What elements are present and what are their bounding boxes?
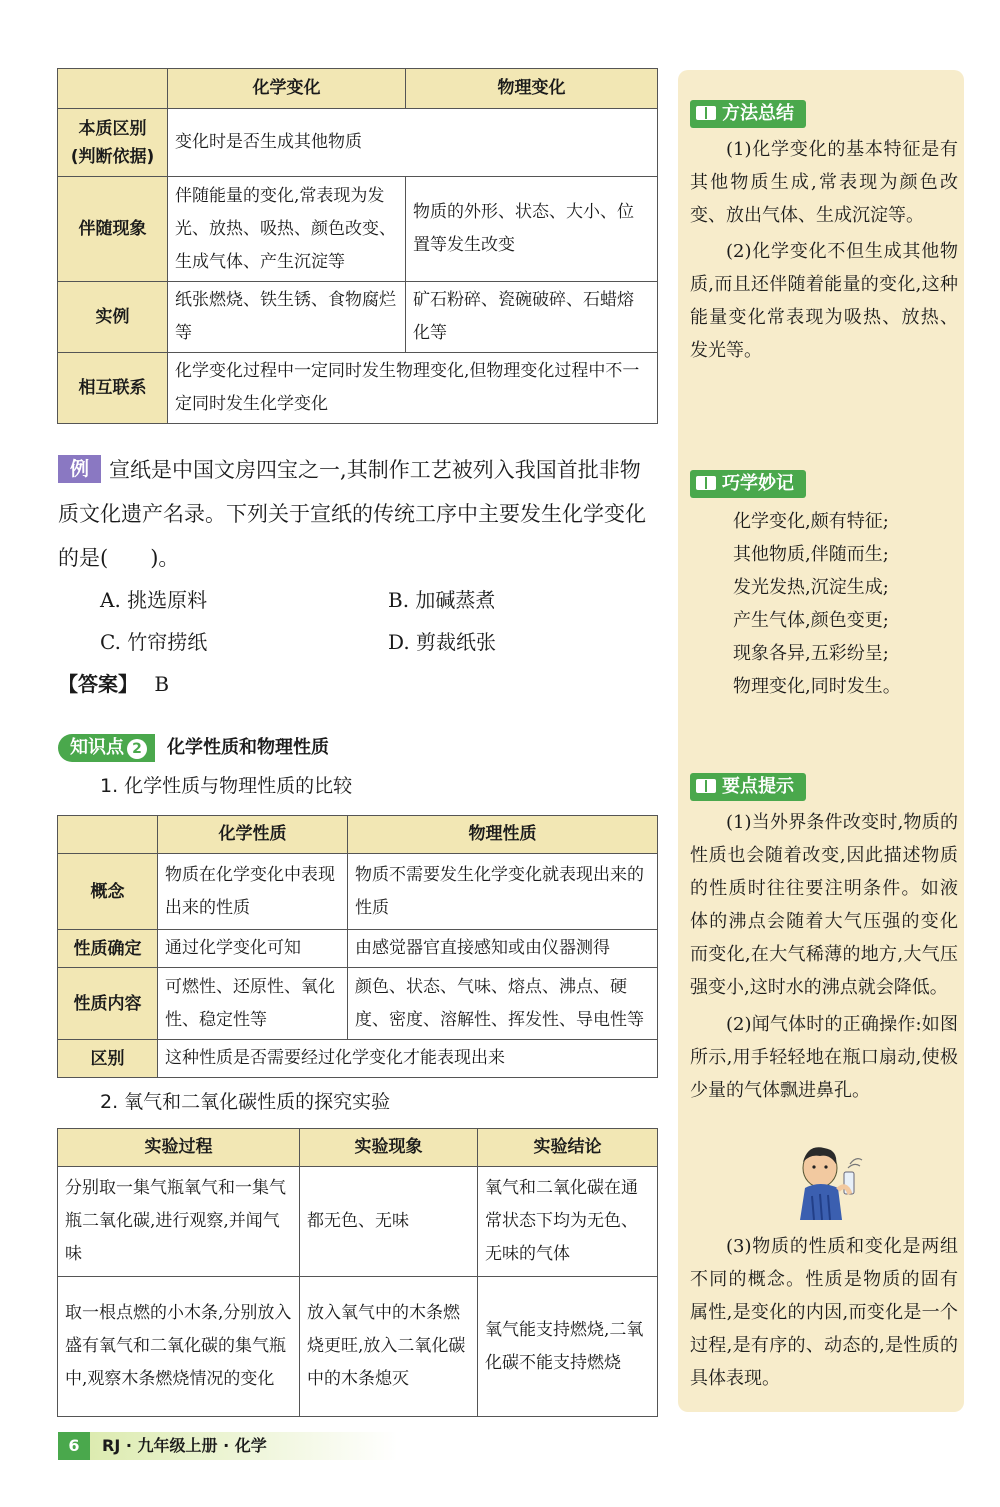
section-heading-1: 1. 化学性质与物理性质的比较: [100, 775, 353, 797]
option-a: A. 挑选原料: [100, 588, 208, 612]
book-icon: [696, 106, 716, 120]
smelling-gas-illustration: [790, 1140, 870, 1220]
table-cell: 都无色、无味: [300, 1167, 478, 1277]
example-question-text: 宣纸是中国文房四宝之一,其制作工艺被列入我国首批非物质文化遗产名录。下列关于宣纸的传统工序中主要发生化学变化的是( )。: [58, 458, 646, 570]
table-cell: 物质在化学变化中表现出来的性质: [158, 854, 348, 930]
table-cell: 氧气和二氧化碳在通常状态下均为无色、无味的气体: [478, 1167, 658, 1277]
row-header: 本质区别 (判断依据): [58, 109, 168, 177]
table-cell: 物质的外形、状态、大小、位置等发生改变: [406, 177, 658, 282]
table-cell: 化学变化过程中一定同时发生物理变化,但物理变化过程中不一定同时发生化学变化: [168, 353, 658, 424]
table-cell: 取一根点燃的小木条,分别放入盛有氧气和二氧化碳的集气瓶中,观察木条燃烧情况的变化: [58, 1277, 300, 1417]
knowledge-point-header: [58, 733, 658, 763]
book-info: RJ · 九年级上册 · 化学: [102, 1436, 267, 1455]
table-cell: 可燃性、还原性、氧化性、稳定性等: [158, 968, 348, 1040]
experiment-table: [57, 1128, 658, 1417]
row-header: 相互联系: [58, 353, 168, 424]
mnemonic-poem: [733, 505, 901, 703]
table-cell: 纸张燃烧、铁生锈、食物腐烂等: [168, 282, 406, 353]
example-tag: 例: [58, 455, 101, 483]
option-b: B. 加碱蒸煮: [388, 588, 496, 612]
tips-paragraph: (1)当外界条件改变时,物质的性质也会随着改变,因此描述物质的性质时往往要注明条件。如液体的沸点会随着大气压强的变化而变化,在大气稀薄的地方,大气压强变小,这时水的沸点就会降低。: [690, 812, 958, 998]
row-header: 区别: [58, 1040, 158, 1078]
row-header: 伴随现象: [58, 177, 168, 282]
table-cell: 氧气能支持燃烧,二氧化碳不能支持燃烧: [478, 1277, 658, 1417]
page-number: 6: [58, 1432, 90, 1460]
memory-tips-title: 巧学妙记: [722, 473, 794, 494]
poem-line: 产生气体,颜色变更;: [733, 610, 889, 631]
knowledge-point-title: 化学性质和物理性质: [167, 737, 329, 758]
key-tips-text-2: [690, 1230, 958, 1395]
options-list: [100, 580, 658, 664]
key-tips-header: [690, 773, 806, 801]
column-header: 实验结论: [478, 1129, 658, 1167]
section-heading-2: 2. 氧气和二氧化碳性质的探究实验: [100, 1091, 391, 1113]
table-cell: 分别取一集气瓶氧气和一集气瓶二氧化碳,进行观察,并闻气味: [58, 1167, 300, 1277]
column-header: 物理性质: [348, 816, 658, 854]
table-corner: [58, 816, 158, 854]
column-header: 实验过程: [58, 1129, 300, 1167]
method-summary-title: 方法总结: [722, 103, 794, 124]
answer-line: [58, 664, 658, 704]
method-paragraph: (2)化学变化不但生成其他物质,而且还伴随着能量的变化,这种能量变化常表现为吸热、放热、发光等。: [690, 241, 958, 361]
table-cell: 伴随能量的变化,常表现为发光、放热、吸热、颜色改变、生成气体、产生沉淀等: [168, 177, 406, 282]
table-cell: 矿石粉碎、瓷碗破碎、石蜡熔化等: [406, 282, 658, 353]
table-cell: 这种性质是否需要经过化学变化才能表现出来: [158, 1040, 658, 1078]
book-icon: [696, 779, 716, 793]
example-question: [58, 448, 658, 704]
column-header: 实验现象: [300, 1129, 478, 1167]
table-cell: 放入氧气中的木条燃烧更旺,放入二氧化碳中的木条熄灭: [300, 1277, 478, 1417]
table-cell: 通过化学变化可知: [158, 930, 348, 968]
poem-line: 其他物质,伴随而生;: [733, 544, 889, 565]
key-tips-text: [690, 806, 958, 1107]
answer-value: B: [154, 672, 170, 696]
change-comparison-table: [57, 68, 658, 424]
option-c: C. 竹帘捞纸: [100, 630, 208, 654]
book-icon: [696, 476, 716, 490]
poem-line: 物理变化,同时发生。: [733, 676, 901, 697]
row-header: 实例: [58, 282, 168, 353]
property-comparison-table: [57, 815, 658, 1078]
method-summary-text: [690, 133, 958, 367]
table-cell: 物质不需要发生化学变化就表现出来的性质: [348, 854, 658, 930]
column-header: 化学性质: [158, 816, 348, 854]
knowledge-point-tag: [58, 734, 155, 762]
tips-paragraph: (3)物质的性质和变化是两组不同的概念。性质是物质的固有属性,是变化的内因,而变化是一个过程,是有序的、动态的,是性质的具体表现。: [690, 1236, 958, 1389]
option-d: D. 剪裁纸张: [388, 630, 497, 654]
knowledge-point-number: 2: [127, 739, 147, 759]
key-tips-title: 要点提示: [722, 776, 794, 797]
method-paragraph: (1)化学变化的基本特征是有其他物质生成,常表现为颜色改变、放出气体、生成沉淀等。: [690, 139, 958, 226]
row-header: 性质确定: [58, 930, 158, 968]
table-corner: [58, 69, 168, 109]
row-header: 性质内容: [58, 968, 158, 1040]
column-header: 物理变化: [406, 69, 658, 109]
knowledge-point-label: 知识点: [70, 737, 124, 758]
poem-line: 化学变化,颇有特征;: [733, 511, 889, 532]
poem-line: 现象各异,五彩纷呈;: [733, 643, 889, 664]
column-header: 化学变化: [168, 69, 406, 109]
page-footer: [58, 1432, 398, 1460]
tips-paragraph: (2)闻气体时的正确操作:如图所示,用手轻轻地在瓶口扇动,使极少量的气体飘进鼻孔。: [690, 1014, 958, 1101]
method-summary-header: [690, 100, 806, 128]
table-cell: 颜色、状态、气味、熔点、沸点、硬度、密度、溶解性、挥发性、导电性等: [348, 968, 658, 1040]
row-header: 概念: [58, 854, 158, 930]
poem-line: 发光发热,沉淀生成;: [733, 577, 889, 598]
table-cell: 变化时是否生成其他物质: [168, 109, 658, 177]
memory-tips-header: [690, 470, 806, 498]
table-cell: 由感觉器官直接感知或由仪器测得: [348, 930, 658, 968]
answer-label: 【答案】: [58, 672, 138, 696]
